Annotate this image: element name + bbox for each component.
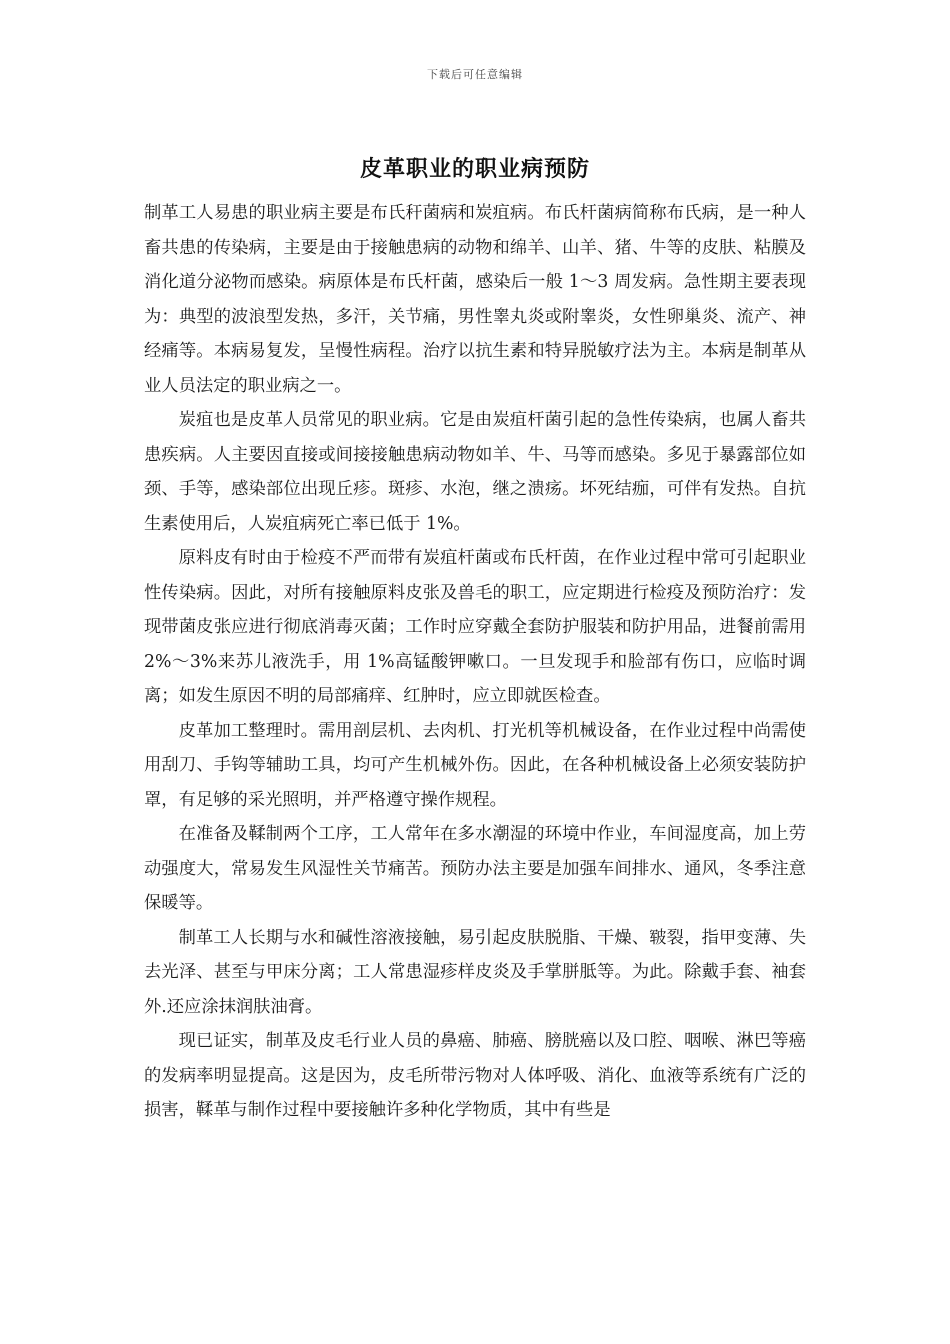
document-body	[144, 196, 806, 1128]
document-title: 皮革职业的职业病预防	[359, 157, 590, 182]
header-note: 下载后可任意编辑	[427, 68, 523, 81]
paragraph-mechanical-injury: 皮革加工整理时。需用剖层机、去肉机、打光机等机械设备，在作业过程中尚需使用刮刀、手钩等辅助工具，均可产生机械外伤。因此，在各种机械设备上必须安装防护罩，有足够的采光照明，并严格遵守操作规程。	[144, 720, 806, 810]
paragraph-cancer-risk: 现已证实，制革及皮毛行业人员的鼻癌、肺癌、膀胱癌以及口腔、咽喉、淋巴等癌的发病率明显提高。这是因为，皮毛所带污物对人体呼吸、消化、血液等系统有广泛的损害，鞣革与制作过程中要接触许多种化学物质，其中有些是	[144, 1031, 806, 1120]
paragraph-raw-hide-quarantine: 原料皮有时由于检疫不严而带有炭疽杆菌或布氏杆茵，在作业过程中常可引起职业性传染病。因此，对所有接触原料皮张及兽毛的职工，应定期进行检疫及预防治疗：发现带菌皮张应进行彻底消毒灭菌；工作时应穿戴全套防护服装和防护用品，进餐前需用 2%～3%来苏儿液洗手，用 1%高锰酸钾嗽口。一旦发现手和脸部有伤口，应临时调离；如发生原因不明的局部痛痒、红肿时，应立即就医检查。	[144, 548, 806, 706]
paragraph-anthrax: 炭疽也是皮革人员常见的职业病。它是由炭疽杆菌引起的急性传染病，也属人畜共患疾病。人主要因直接或间接接触患病动物如羊、牛、马等而感染。多见于暴露部位如颈、手等，感染部位出现丘疹。斑疹、水泡，继之溃疡。坏死结痂，可伴有发热。自抗生素使用后，人炭疽病死亡率已低于 1%。	[144, 410, 806, 534]
paragraph-rheumatism: 在准备及鞣制两个工序，工人常年在多水潮湿的环境中作业，车间湿度高，加上劳动强度大，常易发生风湿性关节痛苦。预防办法主要是加强车间排水、通风，冬季注意保暖等。	[144, 824, 806, 913]
paragraph-skin-damage: 制革工人长期与水和碱性溶液接触，易引起皮肤脱脂、干燥、皲裂，指甲变薄、失去光泽、甚至与甲床分离；工人常患湿疹样皮炎及手掌胼胝等。为此。除戴手套、袖套外.还应涂抹润肤油膏。	[144, 927, 806, 1017]
paragraph-brucellosis: 制革工人易患的职业病主要是布氏秆菌病和炭疽病。布氏杆菌病简称布氏病，是一种人畜共患的传染病，主要是由于接触患病的动物和绵羊、山羊、猪、牛等的皮肤、粘膜及消化道分泌物而感染。病原体是布氏杆菌，感染后一般 1～3 周发病。急性期主要表现为：典型的波浪型发热，多汗，关节痛，男性睾丸炎或附睾炎，女性卵巢炎、流产、神经痛等。本病易复发，呈慢性病程。治疗以抗生素和特异脱敏疗法为主。本病是制革从业人员法定的职业病之一。	[144, 203, 806, 396]
